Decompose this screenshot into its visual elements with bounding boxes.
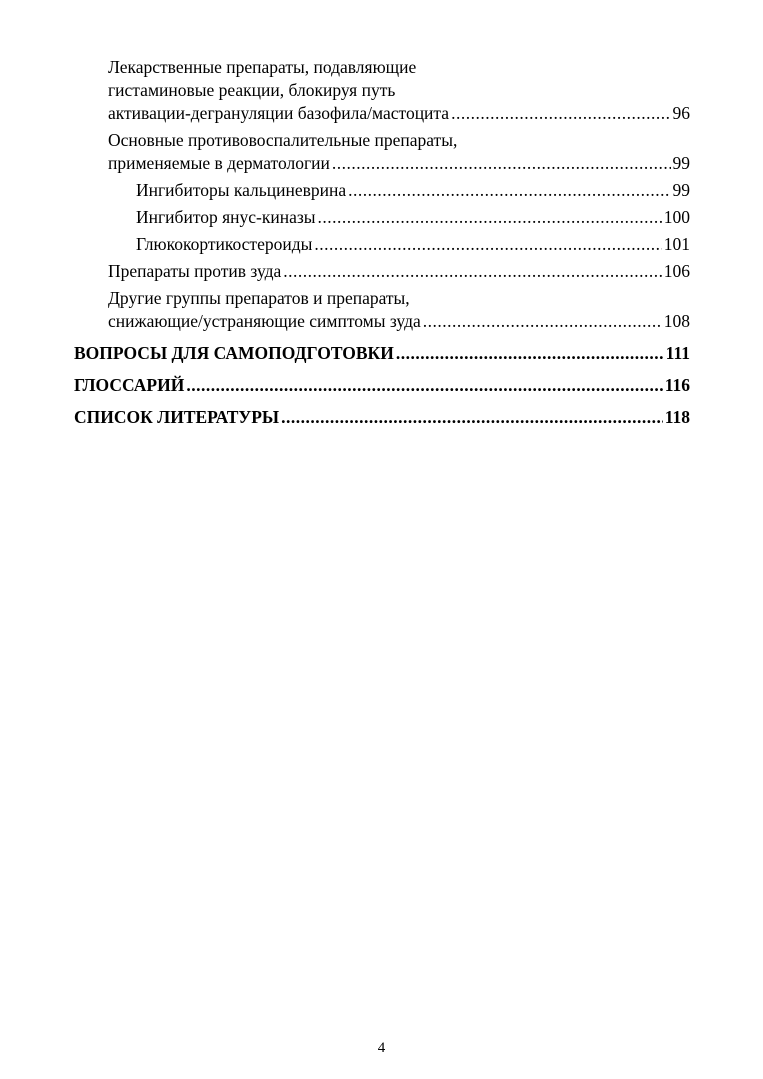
toc-entry-calcineurin-inhibitors[interactable] — [74, 179, 690, 202]
toc-page-number: 101 — [663, 234, 690, 254]
toc-entry-title-line: ГЛОССАРИЙ — [74, 375, 185, 395]
toc-entry-title-line: снижающие/устраняющие симптомы зуда — [108, 311, 421, 331]
table-of-contents — [74, 56, 690, 429]
toc-entry-drugs-suppressing-histamine[interactable] — [74, 56, 690, 125]
toc-entry-references[interactable] — [74, 405, 690, 429]
toc-entry-title-line: Лекарственные препараты, подавляющие — [108, 57, 417, 77]
toc-page-number: 96 — [672, 103, 690, 123]
toc-entry-other-groups[interactable] — [74, 287, 690, 333]
toc-entry-title-line: Глюкокортикостероиды — [136, 234, 313, 254]
toc-entry-title-line: Препараты против зуда — [108, 261, 282, 281]
toc-entry-title-line: Ингибитор янус-киназы — [136, 207, 316, 227]
toc-entry-title-line: Основные противовоспалительные препараты, — [108, 130, 458, 150]
toc-page-number: 116 — [664, 375, 690, 395]
dot-leader — [283, 260, 661, 283]
toc-page-number: 99 — [672, 180, 690, 200]
page-number: 4 — [377, 1040, 386, 1056]
toc-entry-antipruritic-drugs[interactable] — [74, 260, 690, 283]
toc-page-number: 106 — [663, 261, 690, 281]
toc-page-number: 99 — [672, 153, 690, 173]
dot-leader — [332, 152, 671, 175]
toc-entry-glossary[interactable] — [74, 373, 690, 397]
toc-entry-glucocorticosteroids[interactable] — [74, 233, 690, 256]
toc-entry-title-line: применяемые в дерматологии — [108, 153, 330, 173]
dot-leader — [318, 206, 662, 229]
dot-leader — [281, 405, 663, 429]
dot-leader — [186, 373, 662, 397]
toc-entry-title-line: Ингибиторы кальциневрина — [136, 180, 347, 200]
dot-leader — [348, 179, 670, 202]
toc-entry-title-line: гистаминовые реакции, блокируя путь — [108, 80, 396, 100]
dot-leader — [423, 310, 662, 333]
toc-entry-main-antiinflammatory[interactable] — [74, 129, 690, 175]
toc-entry-self-study-questions[interactable] — [74, 341, 690, 365]
toc-entry-title-line: Другие группы препаратов и препараты, — [108, 288, 410, 308]
toc-page-number: 100 — [663, 207, 690, 227]
toc-page-number: 108 — [663, 311, 690, 331]
toc-page-number: 111 — [665, 343, 690, 363]
toc-entry-jak-inhibitor[interactable] — [74, 206, 690, 229]
dot-leader — [396, 341, 664, 365]
toc-page-number: 118 — [664, 407, 690, 427]
toc-entry-title-line: СПИСОК ЛИТЕРАТУРЫ — [74, 407, 280, 427]
dot-leader — [451, 102, 670, 125]
toc-entry-title-line: ВОПРОСЫ ДЛЯ САМОПОДГОТОВКИ — [74, 343, 394, 363]
toc-entry-title-line: активации-дегрануляции базофила/мастоцита — [108, 103, 450, 123]
dot-leader — [314, 233, 661, 256]
